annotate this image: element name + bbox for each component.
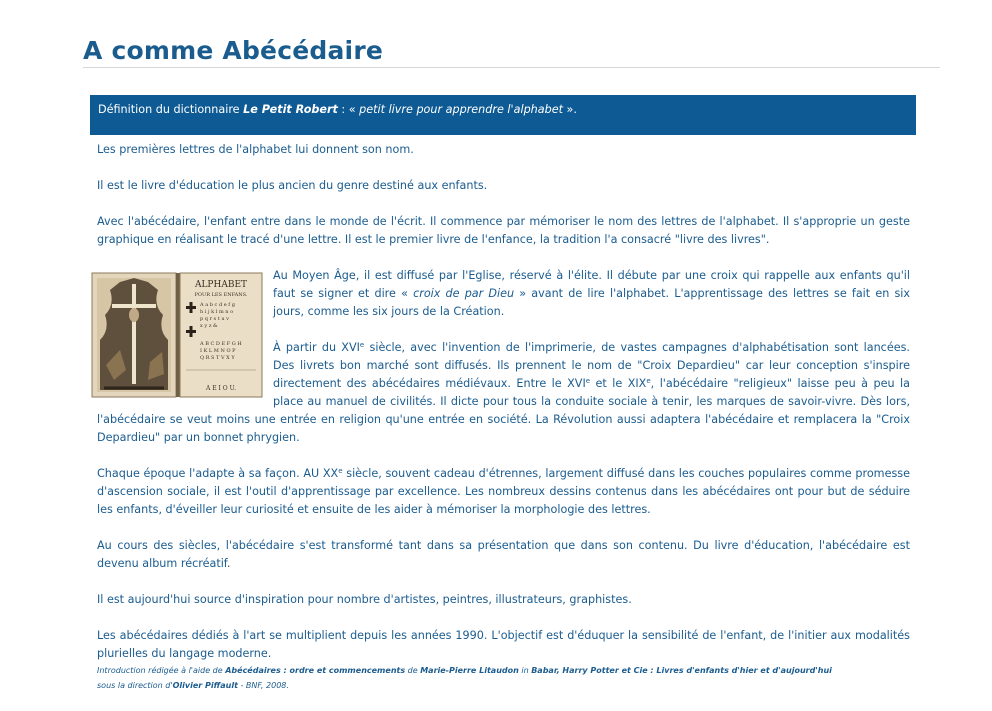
paragraph-name-origin: Les premières lettres de l'alphabet lui donnent son nom. <box>97 143 414 156</box>
superscript-e: e <box>338 467 343 475</box>
superscript-e: e <box>359 341 365 349</box>
figure-caps-row-3: Q R S T V X Y <box>200 355 235 361</box>
printing-text-2: siècle, avec l'invention de l'imprimerie, de vastes campagnes d'alphabétisation sont lancées. Des livrets bon marché sont diffusés. Ils prennent le nom de "Croix Depardieu" car leur conception s'inspire directement des abécédaires médiévaux. Entre le XVI <box>273 341 910 390</box>
definition-separator: : « <box>337 103 360 116</box>
paragraph-transformation: Au cours des siècles, l'abécédaire s'est transformé tant dans sa présentation que dans son contenu. Du livre d'éducation, l'abécédaire est devenu album récréatif. <box>97 539 910 570</box>
source-credit <box>97 663 910 693</box>
page-title: A comme Abécédaire <box>83 36 383 65</box>
credit-text-3: in <box>518 666 532 675</box>
alphabet-book-illustration <box>90 270 264 400</box>
figure-caps-row-1: A B C D E F G H <box>200 341 242 347</box>
definition-banner <box>90 95 916 135</box>
twentieth-text-2: siècle, souvent cadeau d'étrennes, largement diffusé dans les couches populaires comme promesse d'ascension sociale, il est l'outil d'apprentissage par excellence. Les nombreux dessins contenus dans les abécédaires ont pour but de séduire les enfants, d'éveiller leur curiosité et ensuite de les aider à mémoriser la morphologie des lettres. <box>97 467 910 516</box>
twentieth-text-1: Chaque époque l'adapte à sa façon. AU XX <box>97 467 339 480</box>
paragraph-written-world: Avec l'abécédaire, l'enfant entre dans le monde de l'écrit. Il commence par mémoriser le nom des lettres de l'alphabet. Il s'approprie un geste graphique en réalisant le tracé d'une lettre. Il est le premier livre de l'enfance, la tradition l'a consacré "livre des livres". <box>97 215 910 246</box>
figure-letters-row-4: x y z & <box>200 323 218 329</box>
middle-ages-text-1: Au Moyen Âge, il est diffusé par l'Eglise, réservé à l'élite. Il débute par une croix qui rappelle aux enfants qu'il faut se signer et dire « <box>273 269 910 300</box>
superscript-e: e <box>646 377 651 385</box>
title-divider <box>83 67 940 68</box>
superscript-e: e <box>585 377 591 385</box>
credit-text-2: de <box>405 666 421 675</box>
definition-source: Le Petit Robert <box>243 103 338 116</box>
middle-ages-emphasis: croix de par Dieu <box>413 287 515 300</box>
credit-editor: Olivier Piffault <box>172 681 238 690</box>
printing-text-4: , l'abécédaire "religieux" laisse peu à peu la place au manuel de civilités. Il dicte pour tous la conduite sociale à tenir, les marques de savoir-vivre. Dès lors, l'abécédaire se veut moins une entrée en religion qu'une entrée en société. La Révolution aussi adaptera l'abécédaire et remplacera la "Croix Depardieu" par un bonnet phrygien. <box>97 377 910 444</box>
figure-bottom-text: A E I O U. <box>205 385 237 392</box>
figure-page-title: ALPHABET <box>194 280 248 290</box>
credit-collection-title: Babar, Harry Potter et Cie : Livres d'enfants d'hier et d'aujourd'hui <box>531 666 832 675</box>
figure-letters-row-3: p q r s t u v <box>200 316 229 322</box>
figure-caps-row-2: I K L M N O P <box>200 348 236 354</box>
credit-text-1: Introduction rédigée à l'aide de <box>97 666 226 675</box>
credit-text-4: sous la direction d' <box>97 681 173 690</box>
figure-letters-row-2: h i j k l m n o <box>200 309 234 315</box>
credit-text-5: - BNF, 2008. <box>237 681 289 690</box>
definition-prefix: Définition du dictionnaire <box>98 103 244 116</box>
printing-text-3: et le XIX <box>590 377 647 390</box>
definition-quote: petit livre pour apprendre l'alphabet <box>359 103 563 116</box>
paragraph-twentieth-century <box>97 465 910 519</box>
middle-ages-text-2: » avant de lire l'alphabet. L'apprentissage des lettres se fait en six jours, comme les six jours de la Création. <box>273 287 911 318</box>
definition-end: ». <box>562 103 577 116</box>
paragraph-inspiration: Il est aujourd'hui source d'inspiration pour nombre d'artistes, peintres, illustrateurs, graphistes. <box>97 593 632 606</box>
figure-letters-row-1: A a b c d e f g <box>200 302 235 308</box>
paragraph-oldest-book: Il est le livre d'éducation le plus ancien du genre destiné aux enfants. <box>97 179 488 192</box>
credit-book-title: Abécédaires : ordre et commencements <box>225 666 406 675</box>
credit-author: Marie-Pierre Litaudon <box>420 666 519 675</box>
printing-text-1: À partir du XVI <box>273 341 360 354</box>
paragraph-art-abecedaries: Les abécédaires dédiés à l'art se multiplient depuis les années 1990. L'objectif est d'éduquer la sensibilité de l'enfant, de l'initier aux modalités plurielles du langage moderne. <box>97 629 910 660</box>
article-body <box>97 141 910 711</box>
figure-page-subtitle: POUR LES ENFANS. <box>194 292 248 298</box>
old-abecedary-image <box>90 270 264 400</box>
